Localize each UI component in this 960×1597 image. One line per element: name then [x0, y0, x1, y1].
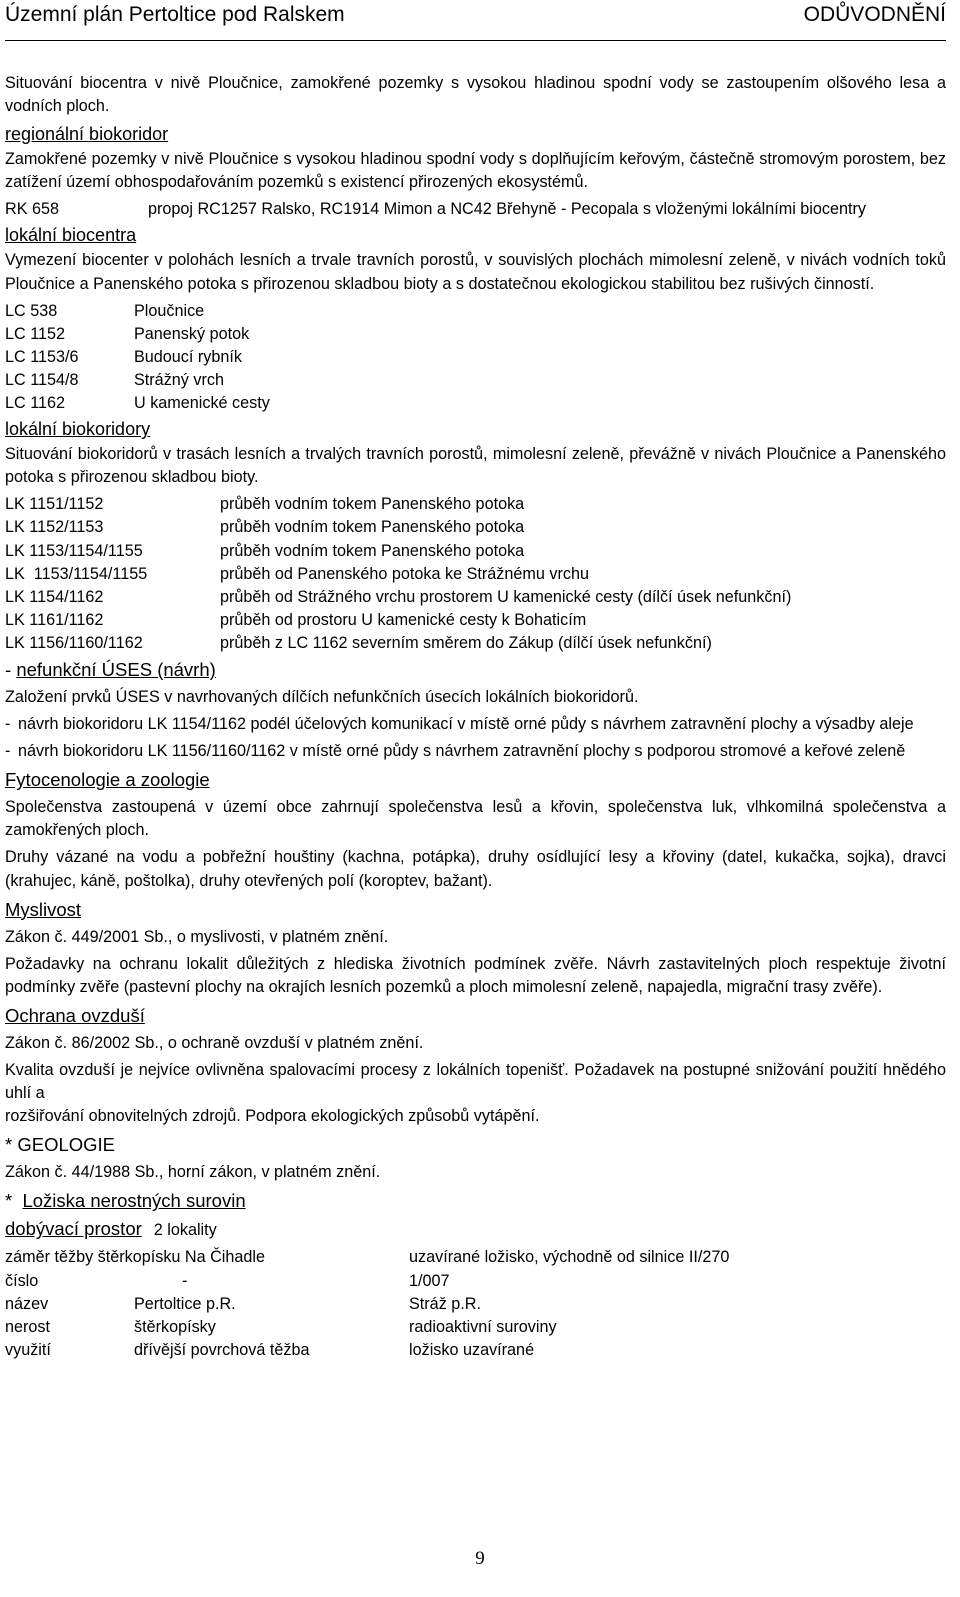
paragraph: Zákon č. 44/1988 Sb., horní zákon, v platném znění. — [5, 1163, 381, 1182]
list-item — [5, 516, 946, 539]
table-cell: Pertoltice p.R. — [134, 1294, 236, 1313]
lc-code: LC 1152 — [5, 324, 65, 343]
lc-code: LC 1153/6 — [5, 347, 79, 366]
list-item — [5, 609, 946, 632]
list-item — [5, 586, 946, 609]
table-row — [5, 1316, 946, 1339]
list-item — [5, 493, 946, 516]
table-cell: ložisko uzavírané — [409, 1340, 535, 1359]
heading-prefix: - — [5, 658, 17, 680]
lk-desc: průběh od prostoru U kamenické cesty k Bohaticím — [220, 610, 587, 629]
lk-desc: průběh vodním tokem Panenského potoka — [220, 518, 525, 537]
heading-regional-corridor: regionální biokoridor — [5, 124, 169, 145]
rk-code: RK 658 — [5, 200, 59, 219]
page-number: 9 — [475, 1548, 485, 1569]
lk-desc: průběh z LC 1162 severním směrem do Zákup (dílčí úsek nefunkční) — [220, 633, 712, 652]
lc-code: LC 1154/8 — [5, 370, 79, 389]
lc-name: U kamenické cesty — [134, 394, 270, 413]
heading-text: Ložiska nerostných surovin — [22, 1190, 246, 1212]
page-header — [5, 0, 946, 41]
lc-name: Strážný vrch — [134, 370, 224, 389]
list-item — [5, 323, 946, 346]
list-item — [5, 369, 946, 392]
dash-marker: - — [5, 742, 11, 761]
lc-name: Budoucí rybník — [134, 347, 242, 366]
document-title: Územní plán Pertoltice pod Ralskem — [5, 3, 345, 26]
paragraph: Společenstva zastoupená v území obce zahrnují společenstva lesů a křovin, společenstva luk, vlhkomilná společenstva a zamokřených ploch. — [5, 798, 946, 840]
lc-name: Ploučnice — [134, 301, 205, 320]
table-row — [5, 1246, 946, 1269]
lc-code: LC 1162 — [5, 394, 65, 413]
paragraph: Situování biokoridorů v trasách lesních a trvalých travních porostů, mimolesní zeleně, převážně v nivách Ploučnice a Panenského potoka s přirozenou skladbou bioty. — [5, 445, 946, 487]
heading-local-corridors: lokální biokoridory — [5, 419, 151, 440]
list-item — [5, 346, 946, 369]
lk-code: LK 1156/1160/1162 — [5, 633, 143, 652]
lk-code: LK 1153/1154/1155 — [5, 541, 143, 560]
table-row — [5, 1339, 946, 1362]
page — [5, 0, 946, 1359]
table-cell: uzavírané ložisko, východně od silnice II/270 — [409, 1248, 730, 1267]
paragraph: Zákon č. 449/2001 Sb., o myslivosti, v platném znění. — [5, 927, 389, 946]
paragraph: rozšiřování obnovitelných zdrojů. Podpora ekologických způsobů vytápění. — [5, 1107, 540, 1126]
lk-code: LK 1161/1162 — [5, 610, 104, 629]
paragraph: Kvalita ovzduší je nejvíce ovlivněna spalovacími procesy z lokálních topenišť. Požadavek na postupné snižování použití hnědého uhlí a — [5, 1061, 946, 1103]
dobyvaci-prostor — [5, 1217, 946, 1242]
list-item — [5, 392, 946, 415]
heading-fytocenologie: Fytocenologie a zoologie — [5, 769, 210, 791]
heading-uses-proposal — [5, 657, 946, 682]
lc-code: LC 538 — [5, 301, 58, 320]
dash-text: návrh biokoridoru LK 1156/1160/1162 v místě orné půdy s návrhem zatravnění plochy s podporou stromové a keřové zeleně — [18, 742, 906, 761]
table-cell: radioaktivní suroviny — [409, 1317, 557, 1336]
list-item — [5, 563, 946, 586]
lk-desc: průběh vodním tokem Panenského potoka — [220, 495, 525, 514]
paragraph: Založení prvků ÚSES v navrhovaných dílčích nefunkčních úsecích lokálních biokoridorů. — [5, 687, 639, 706]
lk-desc: průběh od Panenského potoka ke Strážnému vrchu — [220, 564, 589, 583]
lc-name: Panenský potok — [134, 324, 250, 343]
deposit-table — [5, 1246, 946, 1361]
table-cell: - — [182, 1271, 188, 1290]
table-cell: dřívější povrchová těžba — [134, 1340, 310, 1359]
document-body — [5, 72, 946, 1362]
dash-item — [5, 713, 946, 736]
table-cell: název — [5, 1294, 49, 1313]
table-row — [5, 1293, 946, 1316]
lk-list — [5, 493, 946, 655]
table-cell: využití — [5, 1340, 51, 1359]
list-item — [5, 540, 946, 563]
list-item — [5, 632, 946, 655]
heading-star: * — [5, 1190, 23, 1212]
table-cell: Stráž p.R. — [409, 1294, 481, 1313]
table-cell: 1/007 — [409, 1271, 450, 1290]
paragraph: Druhy vázané na vodu a pobřežní houštiny (kachna, potápka), druhy osídlující lesy a křoviny (datel, kukačka, sojka), dravci (krahujec, káně, poštolka), druhy otevřených polí (koroptev, bažant). — [5, 848, 946, 890]
lk-code: LK 1153/1154/1155 — [5, 564, 148, 583]
paragraph: Vymezení biocenter v polohách lesních a trvale travních porostů, v souvislých plochách mimolesní zeleně, v nivách vodních toků Ploučnice a Panenského potoka s přirozenou skladbou bioty a s dostatečnou ekologickou stabilitou bez rušivých činností. — [5, 251, 946, 293]
heading-text: nefunkční ÚSES (návrh) — [16, 658, 216, 680]
heading-local-centres: lokální biocentra — [5, 225, 137, 246]
paragraph: Situování biocentra v nivě Ploučnice, zamokřené pozemky s vysokou hladinou spodní vody se zastoupením olšového lesa a vodních ploch. — [5, 74, 946, 116]
table-cell: záměr těžby štěrkopísku Na Čihadle — [5, 1248, 266, 1267]
table-cell: štěrkopísky — [134, 1317, 216, 1336]
lk-desc: průběh od Strážného vrchu prostorem U kamenické cesty (dílčí úsek nefunkční) — [220, 587, 792, 606]
heading-loziska — [5, 1188, 946, 1213]
heading-myslivost: Myslivost — [5, 898, 82, 920]
paragraph: Zamokřené pozemky v nivě Ploučnice s vysokou hladinou spodní vody s doplňujícím keřovým, částečně stromovým porostem, bez zatížení území obhospodařováním pozemků s existencí přirozených ekosystémů. — [5, 150, 946, 192]
table-row — [5, 1270, 946, 1293]
lk-code: LK 1151/1152 — [5, 495, 104, 514]
rk-text: propoj RC1257 Ralsko, RC1914 Mimon a NC42 Břehyně - Pecopala s vloženými lokálními biocentry — [148, 200, 866, 219]
lk-code: LK 1154/1162 — [5, 587, 104, 606]
paragraph: Zákon č. 86/2002 Sb., o ochraně ovzduší v platném znění. — [5, 1033, 424, 1052]
lc-list — [5, 300, 946, 415]
dash-item — [5, 740, 946, 763]
section-title: ODŮVODNĚNÍ — [803, 3, 946, 26]
paragraph: Požadavky na ochranu lokalit důležitých z hlediska životních podmínek zvěře. Návrh zastavitelných ploch respektuje životní podmínky zvěře (pastevní plochy na okrajích lesních pozemků a ploch mimolesní zeleně, napajedla, migrační trasy zvěře). — [5, 954, 946, 996]
dash-marker: - — [5, 715, 11, 734]
dobyvaci-label: dobývací prostor — [5, 1218, 142, 1240]
table-cell: číslo — [5, 1271, 39, 1290]
heading-geologie: * GEOLOGIE — [5, 1134, 116, 1156]
dash-text: návrh biokoridoru LK 1154/1162 podél účelových komunikací v místě orné půdy s návrhem zatravnění plochy a výsadby aleje — [18, 715, 914, 734]
lk-desc: průběh vodním tokem Panenského potoka — [220, 541, 525, 560]
list-item — [5, 300, 946, 323]
table-cell: nerost — [5, 1317, 50, 1336]
lk-code: LK 1152/1153 — [5, 518, 104, 537]
heading-ochrana-ovzdusi: Ochrana ovzduší — [5, 1004, 145, 1026]
dobyvaci-count: 2 lokality — [153, 1221, 217, 1240]
rk-row — [5, 198, 946, 221]
